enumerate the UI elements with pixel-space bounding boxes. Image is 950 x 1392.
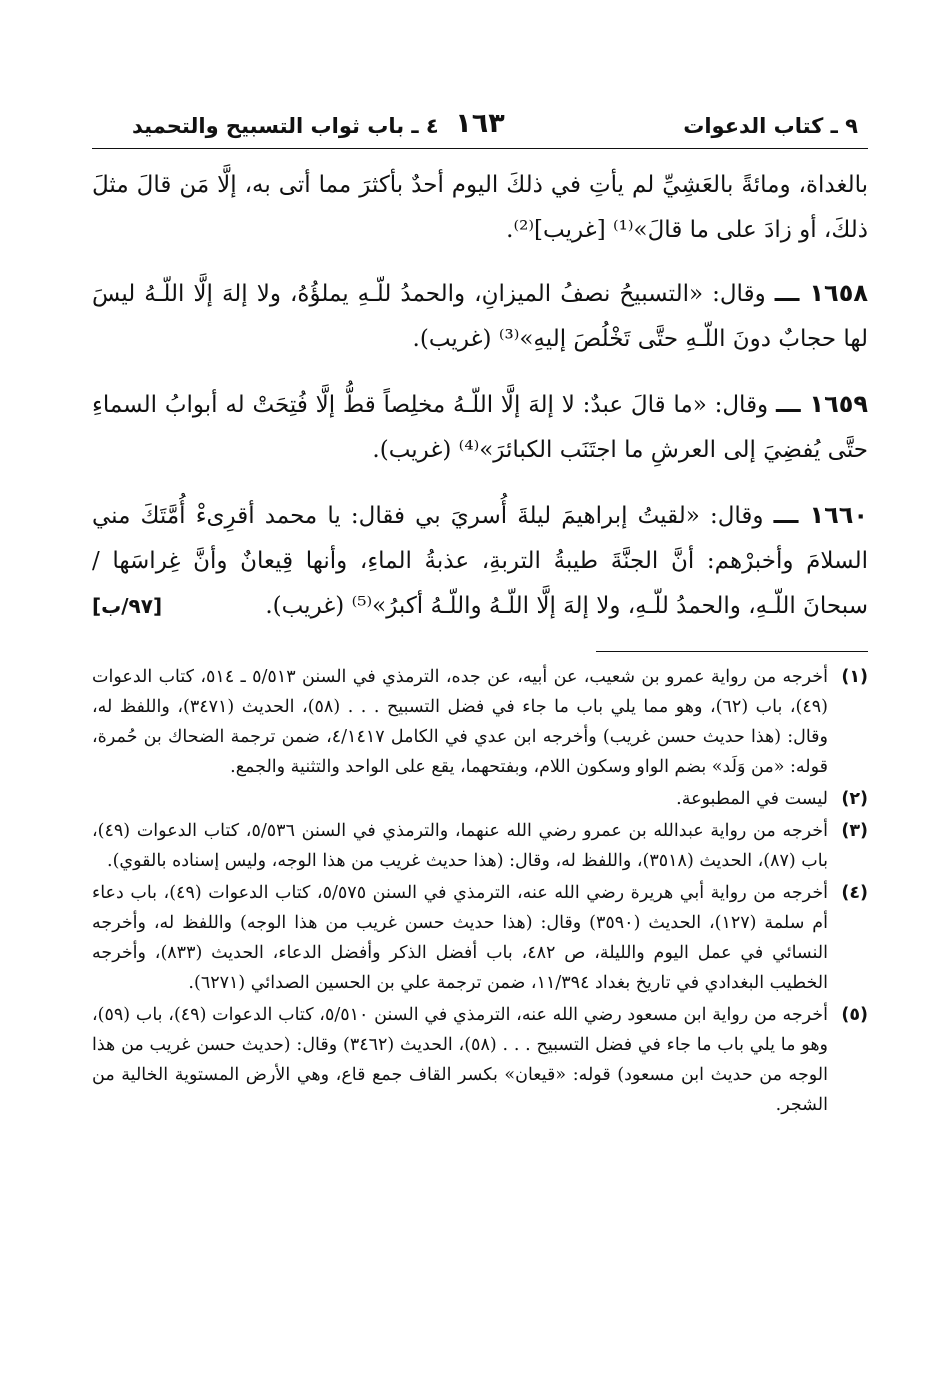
footnote-rule bbox=[596, 651, 868, 652]
hadith-number: ١٦٥٩ ـــ bbox=[775, 390, 869, 418]
footnote-marker: (٢) bbox=[841, 789, 868, 809]
footnotes bbox=[92, 662, 868, 1120]
hadith-number: ١٦٦٠ ـــ bbox=[773, 501, 869, 529]
hadith-1658 bbox=[92, 271, 868, 362]
page-number: ١٦٣ bbox=[455, 108, 505, 139]
hadith-text: وقال: «لقيتُ إبراهيمَ ليلةَ أُسريَ بي فقال: يا محمد أقرِىءْ أُمَّتَكَ مني السلامَ وأخبرْهم: أنَّ الجنَّةَ طيبةُ التربةِ، عذبةُ الماءِ، وأنها قِيعانٌ وأنَّ غِراسَها /سبحانَ اللّـهِ، والحمدُ للّـهِ، ولا إلهَ إلَّا اللّـهُ واللّـهُ أكبرُ»⁽⁵⁾ (غريب). bbox=[92, 503, 868, 619]
footnote-marker: (١) bbox=[841, 667, 868, 687]
footnote-text: أخرجه من رواية أبي هريرة رضي الله عنه، الترمذي في السنن ٥/٥٧٥، كتاب الدعوات (٤٩)، باب دعاء أم سلمة (١٢٧)، الحديث (٣٥٩٠) وقال: (هذا حديث حسن غريب من هذا الوجه) واللفظ له، وأخرجه النسائي في عمل اليوم والليلة، ص ٤٨٢، باب أفضل الذكر وأفضل الدعاء، الحديث (٨٣٣)، وأخرجه الخطيب البغدادي في تاريخ بغداد ١١/٣٩٤، ضمن ترجمة علي بن الحسين الصدائي (٦٢٧١). bbox=[92, 883, 828, 993]
book-page bbox=[92, 110, 868, 1122]
footnote bbox=[92, 662, 868, 782]
main-text bbox=[92, 163, 868, 629]
footnote bbox=[92, 784, 868, 814]
chapter-title: ٩ ـ كتاب الدعوات bbox=[683, 114, 858, 138]
footnote bbox=[92, 1000, 868, 1120]
footnote-marker: (٥) bbox=[841, 1005, 868, 1025]
continued-paragraph: بالغداة، ومائةً بالعَشِيِّ لم يأتِ في ذلكَ اليوم أحدٌ بأكثرَ مما أتى به، إلَّا مَن قالَ مثلَ ذلكَ، أو زادَ على ما قالَ»⁽¹⁾ [غريب]⁽²⁾. bbox=[92, 172, 868, 243]
footnote bbox=[92, 816, 868, 876]
footnote-text: أخرجه من رواية عبدالله بن عمرو رضي الله عنهما، والترمذي في السنن ٥/٥٣٦، كتاب الدعوات (٤٩)، باب (٨٧)، الحديث (٣٥١٨)، واللفظ له، وقال: (هذا حديث غريب من هذا الوجه، وليس إسناده بالقوي). bbox=[92, 821, 828, 871]
footnote-marker: (٤) bbox=[841, 883, 868, 903]
footnote-marker: (٣) bbox=[841, 821, 868, 841]
footnote-text: ليست في المطبوعة. bbox=[676, 789, 828, 809]
footnote bbox=[92, 878, 868, 998]
manuscript-folio-marker: [٩٧/ب] bbox=[92, 594, 163, 618]
running-header bbox=[92, 110, 868, 146]
hadith-1659 bbox=[92, 382, 868, 473]
footnote-text: أخرجه من رواية ابن مسعود رضي الله عنه، الترمذي في السنن ٥/٥١٠، كتاب الدعوات (٤٩)، باب (٥٩)، وهو ما يلي باب ما جاء في فضل التسبيح . . . (٥٨)، الحديث (٣٤٦٢) وقال: (حديث حسن غريب من هذا الوجه من حديث ابن مسعود) قوله: «قيعان» بكسر القاف جمع قاع، وهي الأرض المستوية الخالية من الشجر. bbox=[92, 1005, 828, 1115]
section-title: ٤ ـ باب ثواب التسبيح والتحميد bbox=[132, 114, 439, 138]
hadith-number: ١٦٥٨ ـــ bbox=[774, 279, 868, 307]
hadith-text: وقال: «التسبيحُ نصفُ الميزانِ، والحمدُ للّـهِ يملؤُهُ، ولا إلهَ إلَّا اللّـهُ ليسَ لها حجابٌ دونَ اللّـهِ حتَّى تَخْلُصَ إليهِ»⁽³⁾ (غريب). bbox=[92, 281, 868, 352]
hadith-1660 bbox=[92, 493, 868, 629]
footnote-text: أخرجه من رواية عمرو بن شعيب، عن أبيه، عن جده، الترمذي في السنن ٥/٥١٣ ـ ٥١٤، كتاب الدعوات (٤٩)، باب (٦٢)، وهو مما يلي باب ما جاء في فضل التسبيح . . . (٥٨)، الحديث (٣٤٧١)، واللفظ له، وقال: (هذا حديث حسن غريب) وأخرجه ابن عدي في الكامل ٤/١٤١٧، ضمن ترجمة الضحاك بن حُمرة، قوله: «من وَلَد» بضم الواو وسكون اللام، وبفتحهما، يقع على الواحد والتثنية والجمع. bbox=[92, 667, 828, 777]
header-rule bbox=[92, 148, 868, 149]
hadith-text: وقال: «ما قالَ عبدٌ: لا إلهَ إلَّا اللّـهُ مخلِصاً قطُّ إلَّا فُتِحَتْ له أبوابُ السماءِ حتَّى يُفضِيَ إلى العرشِ ما اجتَنَب الكبائرَ»⁽⁴⁾ (غريب). bbox=[92, 392, 868, 463]
